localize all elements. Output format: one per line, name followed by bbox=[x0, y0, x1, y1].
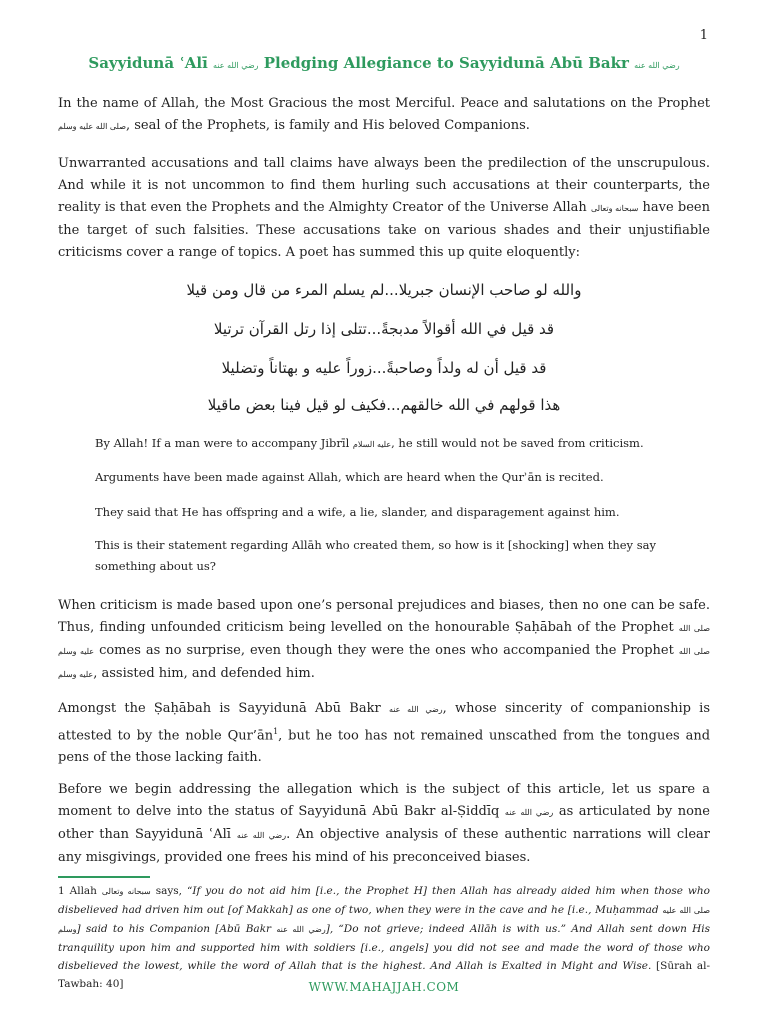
honorific-radi: رضي الله عنه bbox=[634, 61, 680, 70]
honorific-allah: سبحانه وتعالى bbox=[590, 204, 639, 213]
footnote-quote: ], “Do not grieve; indeed Allāh is with us.” And Allah sent down His tranquility upon him and supported him with soldiers [i.e., angels] you did not see and made the word of those who disbelieved the lowest, while the word of Allah that is the highest. And Allah is Exalted in Might and Wise. bbox=[58, 923, 711, 972]
honorific-radi: رضي الله عنه bbox=[276, 925, 326, 934]
footnote-reference[interactable]: 1 bbox=[273, 727, 279, 736]
honorific-radi: رضي الله عنه bbox=[236, 831, 287, 840]
footnote-reference-text: [Sūrah al-Tawbah: 40] bbox=[58, 960, 710, 990]
footnote-number: 1 bbox=[58, 885, 65, 897]
paragraph-accusations bbox=[58, 153, 710, 264]
poem-line-3: قد قيل أن له ولداً وصاحبةً...زوراً عليه و بهتاناً وتضليلا bbox=[221, 359, 547, 377]
translation-line-3: They said that He has offspring and a wife, a lie, slander, and disparagement against him. bbox=[95, 505, 620, 519]
honorific-prophet: صلى الله عليه وسلم bbox=[58, 122, 126, 131]
honorific-allah: سبحانه وتعالى bbox=[101, 887, 151, 896]
translation-line-1 bbox=[95, 433, 695, 455]
paragraph-text: , assisted him, and defended him. bbox=[93, 666, 315, 681]
honorific-prophet: صلى الله عليه وسلم bbox=[58, 906, 710, 934]
translation-text: By Allah! If a man were to accompany Jibrīl bbox=[95, 436, 350, 450]
footnote-quote: ] said to his Companion [Abū Bakr bbox=[76, 923, 272, 935]
paragraph-text: In the name of Allah, the Most Gracious the most Merciful. Peace and salutations on the Prophet bbox=[58, 96, 710, 111]
paragraph-text: comes as no surprise, even though they were the ones who accompanied the Prophet bbox=[99, 643, 674, 658]
poem-line-1: والله لو صاحب الإنسان جبريلا...لم يسلم المرء من قال ومن قيلا bbox=[186, 281, 582, 299]
paragraph-text: Unwarranted accusations and tall claims have always been the predilection of the unscrupulous. And while it is not uncommon to find them hurling such accusations at their counterparts, the reality is that even the Prophets and the Almighty Creator of the Universe Allah bbox=[58, 156, 710, 215]
footnote-text: says, “ bbox=[155, 885, 193, 897]
translation-line-2: Arguments have been made against Allah, which are heard when the Qurʾān is recited. bbox=[95, 470, 604, 484]
paragraph-text: Before we begin addressing the allegation which is the subject of this article, let us spare a moment to delve into the status of Sayyidunā Abū Bakr al-Ṣiddīq bbox=[58, 782, 710, 819]
footnote-divider bbox=[58, 876, 150, 878]
page-title bbox=[0, 54, 768, 72]
translation-line-4: This is their statement regarding Allāh who created them, so how is it [shocking] when they say something about us? bbox=[95, 538, 656, 573]
poem-line-2: قد قيل في الله أقوالاً مدبجةً...تتلى إذا رتل القرآن ترتيلا bbox=[213, 320, 555, 338]
page-number: 1 bbox=[699, 28, 708, 43]
paragraph-abu-bakr bbox=[58, 698, 710, 769]
title-part-2: Pledging Allegiance to Sayyidunā Abū Bakr bbox=[263, 54, 629, 72]
paragraph-text: , whose sincerity of companionship is attested to by the noble Qur’ān bbox=[58, 701, 711, 744]
honorific-prophet: صلى الله عليه وسلم bbox=[58, 624, 711, 656]
honorific-radi: رضي الله عنه bbox=[388, 705, 443, 714]
footnote-1 bbox=[58, 882, 710, 993]
paragraph-text: , seal of the Prophets, is family and His beloved Companions. bbox=[126, 118, 530, 133]
translation-text: , he still would not be saved from criticism. bbox=[391, 436, 644, 450]
honorific-prophet: صلى الله عليه وسلم bbox=[58, 647, 710, 679]
footnote-quote: If you do not aid him [i.e., the Prophet H] then Allah has already aided him when those who disbelieved had driven him out [of Makkah] as one of two, when they were in the cave and he [i.e., Muḥammad bbox=[58, 885, 710, 916]
honorific-alayhis: عليه السلام bbox=[352, 440, 392, 449]
footer-website-link[interactable]: WWW.MAHAJJAH.COM bbox=[308, 980, 460, 994]
paragraph-status bbox=[58, 779, 710, 869]
paragraph-text: . An objective analysis of these authentic narrations will clear any misgivings, provided one frees his mind of his preconceived biases. bbox=[58, 827, 711, 865]
paragraph-criticism bbox=[58, 595, 710, 686]
paragraph-text: When criticism is made based upon one’s personal prejudices and biases, then no one can be safe. Thus, finding unfounded criticism being levelled on the honourable Ṣaḥābah of the Prophet bbox=[58, 598, 710, 635]
paragraph-text: as articulated by none other than Sayyidunā ʿAlī bbox=[58, 804, 710, 842]
footnote-text: Allah bbox=[69, 885, 97, 897]
honorific-radi: رضي الله عنه bbox=[504, 808, 554, 817]
paragraph-text: have been the target of such falsities. These accusations take on various shades and their unjustifiable criticisms cover a range of topics. A poet has summed this up quite eloquently: bbox=[58, 200, 710, 260]
title-part-1: Sayyidunā ʿAlī bbox=[88, 54, 208, 72]
paragraph-intro bbox=[58, 93, 710, 138]
honorific-radi: رضي الله عنه bbox=[213, 61, 259, 70]
paragraph-text: , but he too has not remained unscathed from the tongues and pens of the those lacking faith. bbox=[58, 728, 711, 766]
poem-line-4: هذا قولهم في الله خالقهم...فكيف لو قيل فينا بعض ماقيلا bbox=[207, 396, 561, 414]
paragraph-text: Amongst the Ṣaḥābah is Sayyidunā Abū Bakr bbox=[58, 701, 381, 716]
